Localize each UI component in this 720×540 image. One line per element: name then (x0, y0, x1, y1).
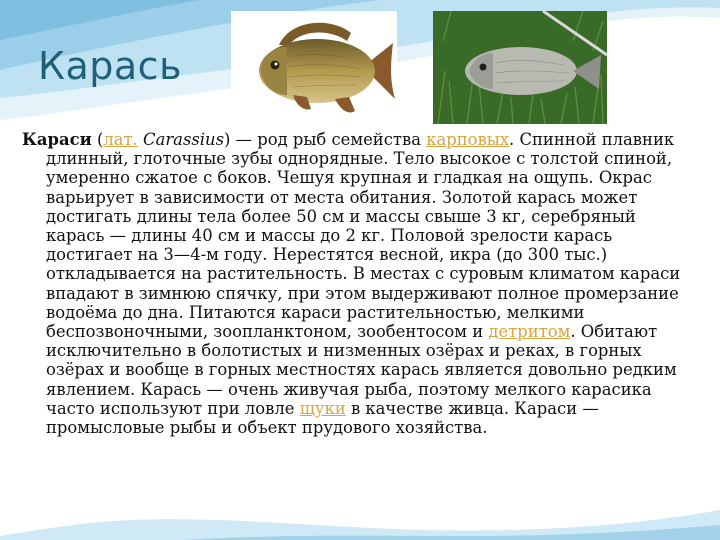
article-text (22, 130, 694, 437)
silver-crucian-carp-on-grass-icon (433, 11, 607, 124)
slide-title: Карась (38, 44, 182, 88)
text-part-1: . Спинной плавник длинный, глоточные зубы однорядные. Тело высокое с толстой спиной, умеренно сжатое с боков. Чешуя крупная и гладкая на ощупь. Окрас варьирует в зависимости от места обитания. Золотой карась может достигать длины тела более 50 см и массы свыше 3 кг, серебряный карась — длины 40 см и массы до 2 кг. Половой зрелости карась достигает на 3—4-м году. Нерестятся весной, икра (до 300 тыс.) откладывается на растительность. В местах с суровым климатом караси впадают в зимнюю спячку, при этом выдерживают полное промерзание водоёма до дна. Питаются караси растительностью, мелкими беспозвоночными, зоопланктоном, зообентосом и (46, 130, 681, 342)
text-open-paren: ( (91, 130, 104, 149)
text-after-latin: ) — род рыб семейства (224, 130, 427, 149)
link-detritus[interactable]: детритом (488, 322, 571, 342)
link-carp-family[interactable]: карповых (426, 130, 510, 149)
text-part-2: . Обитают исключительно в болотистых и низменных озёрах и реках, в горных озёрах и вообще в горных местностях карась является довольно редким явлением. Карась — очень живучая рыба, поэтому мелкого карасика часто используют при ловле (46, 322, 677, 418)
golden-crucian-carp-illustration-icon (231, 11, 397, 126)
bottom-wave-decoration (0, 470, 720, 540)
link-pike[interactable]: щуки (299, 398, 346, 418)
article-paragraph (22, 130, 694, 437)
term-karasi: Караси (22, 130, 92, 149)
text-part-3: в качестве живца. Караси — промысловые рыбы и объект прудового хозяйства. (46, 398, 599, 438)
golden-crucian-carp-image (231, 11, 397, 126)
latin-name: Carassius (137, 130, 224, 149)
silver-crucian-carp-image (433, 11, 607, 124)
link-latin[interactable]: лат. (103, 130, 138, 149)
